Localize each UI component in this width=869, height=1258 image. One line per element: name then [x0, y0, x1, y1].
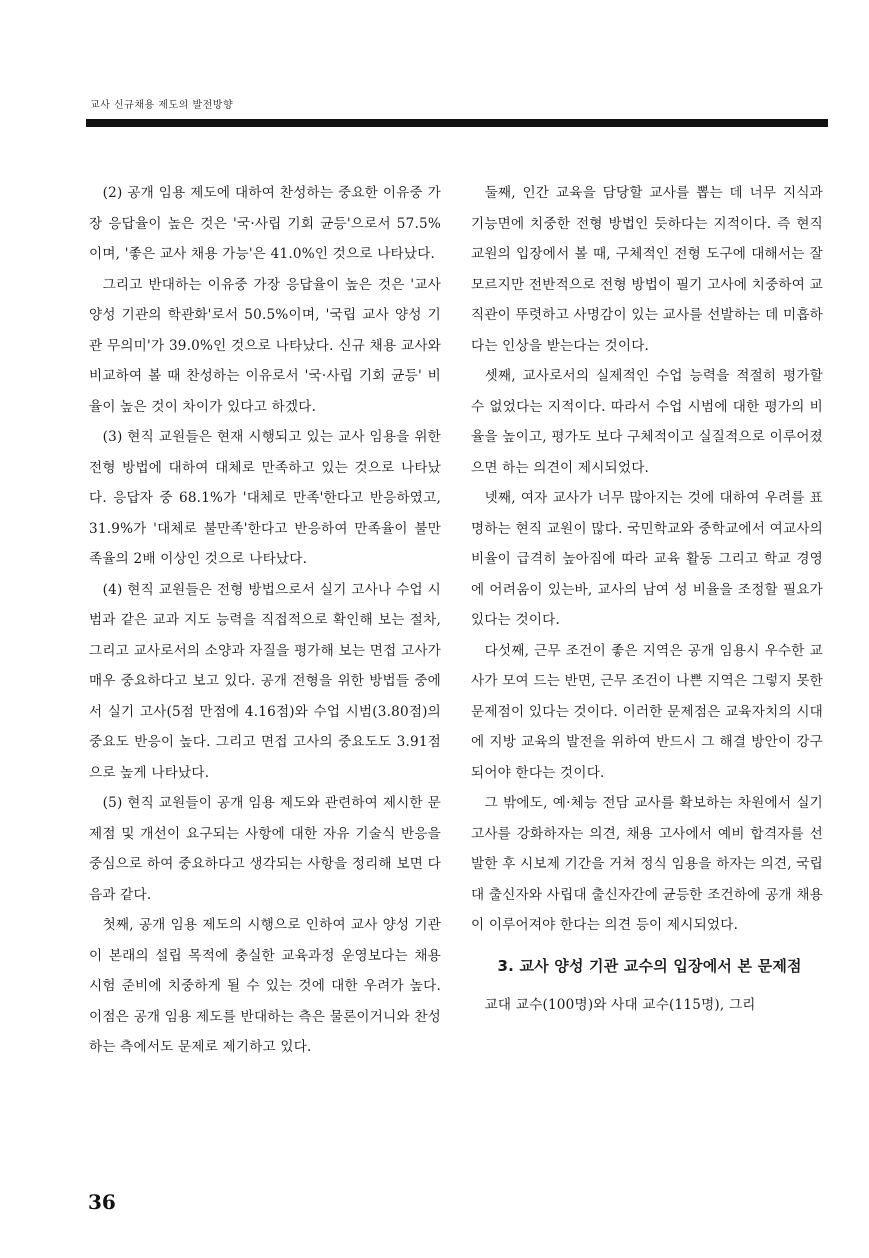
- paragraph-item-5: (5) 현직 교원들이 공개 임용 제도와 관련하여 제시한 문제점 및 개선이 요구되는 사항에 대한 자유 기술식 반응을 중심으로 하여 중요하다고 생각되는 사항을 정리해 보면 다음과 같다.: [89, 795, 441, 903]
- running-header: 교사 신규채용 제도의 발전방향: [90, 100, 234, 111]
- left-column: [89, 178, 441, 1063]
- paragraph-third-concern: 셋째, 교사로서의 실제적인 수업 능력을 적절히 평가할 수 없었다는 지적이다. 따라서 수업 시범에 대한 평가의 비율을 높이고, 평가도 보다 구체적이고 실질적으로 이루어졌으면 하는 의견이 제시되었다.: [471, 368, 823, 476]
- paragraph-fourth-concern: 넷째, 여자 교사가 너무 많아지는 것에 대하여 우려를 표명하는 현직 교원이 많다. 국민학교와 중학교에서 여교사의 비율이 급격히 높아짐에 따라 교육 활동 그리고 학교 경영에 어려움이 있는바, 교사의 남여 성 비율을 조정할 필요가 있다는 것이다.: [471, 490, 823, 628]
- section-heading: 3. 교사 양성 기관 교수의 입장에서 본 문제점: [497, 956, 802, 975]
- paragraph-second-concern: 둘째, 인간 교육을 담당할 교사를 뽑는 데 너무 지식과 기능면에 치중한 전형 방법인 듯하다는 지적이다. 즉 현직 교원의 입장에서 볼 때, 구체적인 전형 도구에 대해서는 잘 모르지만 전반적으로 전형 방법이 필기 고사에 치중하여 교직관이 뚜렷하고 사명감이 있는 교사를 선발하는 데 미흡하다는 인상을 받는다는 것이다.: [471, 185, 823, 354]
- paragraph-fifth-concern: 다섯째, 근무 조건이 좋은 지역은 공개 임용시 우수한 교사가 모여 드는 반면, 근무 조건이 나쁜 지역은 그렇지 못한 문제점이 있다는 것이다. 이러한 문제점은 교육자치의 시대에 지방 교육의 발전을 위하여 반드시 그 해결 방안이 강구되어야 한다는 것이다.: [471, 642, 823, 781]
- page-number: 36: [88, 1190, 116, 1214]
- right-column: [471, 178, 823, 1020]
- paragraph-closing: 교대 교수(100명)와 사대 교수(115명), 그리: [484, 996, 756, 1013]
- paragraph-item-4: (4) 현직 교원들은 전형 방법으로서 실기 고사나 수업 시범과 같은 교과 지도 능력을 직접적으로 확인해 보는 절차, 그리고 교사로서의 소양과 자질을 평가해 보는 면접 고사가 매우 중요하다고 보고 있다. 공개 전형을 위한 방법들 중에서 실기 고사(5점 만점에 4.16점)와 수업 시범(3.80점)의 중요도 반응이 높다. 그리고 면접 고사의 중요도도 3.91점으로 높게 나타났다.: [89, 581, 441, 781]
- paragraph-other-opinions: 그 밖에도, 예·체능 전담 교사를 확보하는 차원에서 실기 고사를 강화하자는 의견, 채용 고사에서 예비 합격자를 선발한 후 시보제 기간을 거쳐 정식 임용을 하자는 의견, 국립대 출신자와 사립대 출신자간에 균등한 조건하에 공개 채용이 이루어져야 한다는 의견 등이 제시되었다.: [471, 795, 823, 933]
- paragraph-first-concern: 첫째, 공개 임용 제도의 시행으로 인하여 교사 양성 기관이 본래의 설립 목적에 충실한 교육과정 운영보다는 채용 시험 준비에 치중하게 될 수 있는 것에 대한 우려가 높다. 이점은 공개 임용 제도를 반대하는 측은 물론이거니와 찬성하는 측에서도 문제로 제기하고 있다.: [89, 917, 441, 1055]
- paragraph-opposition-reasons: 그리고 반대하는 이유중 가장 응답율이 높은 것은 '교사 양성 기관의 학관화'로서 50.5%이며, '국립 교사 양성 기관 무의미'가 39.0%인 것으로 나타났다. 신규 채용 교사와 비교하여 볼 때 찬성하는 이유로서 '국·사립 기회 균등' 비율이 높은 것이 차이가 있다고 하겠다.: [89, 276, 441, 415]
- header-rule: [86, 119, 828, 127]
- paragraph-item-3: (3) 현직 교원들은 현재 시행되고 있는 교사 임용을 위한 전형 방법에 대하여 대체로 만족하고 있는 것으로 나타났다. 응답자 중 68.1%가 '대체로 만족'한다고 반응하였고, 31.9%가 '대체로 불만족'한다고 반응하여 만족율이 불만족율의 2배 이상인 것으로 나타났다.: [89, 429, 441, 567]
- paragraph-item-2: (2) 공개 임용 제도에 대하여 찬성하는 중요한 이유중 가장 응답율이 높은 것은 '국·사립 기회 균등'으로서 57.5%이며, '좋은 교사 채용 가능'은 41.0%인 것으로 나타났다.: [89, 185, 441, 262]
